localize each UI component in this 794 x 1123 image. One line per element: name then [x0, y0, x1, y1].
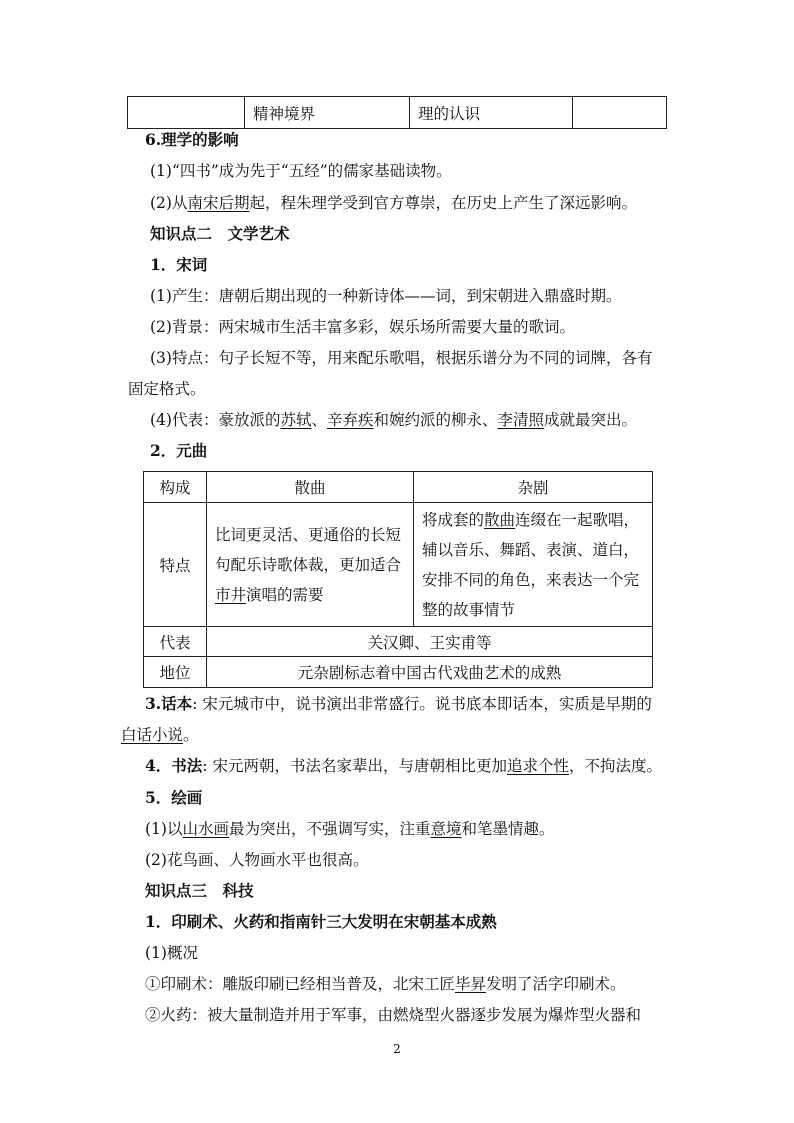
songci-p3b: 固定格式。 — [128, 380, 206, 398]
underlined-term: 山水画 — [182, 820, 229, 838]
text: : 宋元城市中，说书演出非常盛行。说书底本即话本，实质是早期的 — [192, 695, 652, 713]
table-cell-zaju — [414, 503, 653, 627]
huihua-line-2: (2)花鸟画、人物画水平也很高。 — [145, 851, 369, 869]
top-table — [127, 96, 667, 129]
keji-line-2: ②火药：被大量制造并用于军事，由燃烧型火器逐步发展为爆炸型火器和 — [145, 1006, 642, 1024]
table-header-cell: 构成 — [144, 472, 207, 503]
text: : 宋元两朝，书法名家辈出，与唐朝相比更加 — [202, 757, 507, 775]
knowledge-point-3-title: 知识点三 科技 — [145, 881, 254, 900]
underlined-term: 李清照 — [497, 411, 545, 429]
underlined-term: 白话小说 — [121, 726, 184, 744]
underlined-term: 市井 — [215, 585, 247, 604]
table-row-label: 特点 — [144, 503, 207, 627]
text: (1)以 — [145, 820, 183, 838]
s6-line-2 — [150, 193, 637, 213]
underlined-term: 毕昇 — [455, 975, 487, 993]
page-number: 2 — [393, 1042, 401, 1056]
text: 演唱的需要 — [246, 585, 324, 604]
keji-line-1 — [145, 974, 626, 994]
songci-p4 — [150, 410, 637, 430]
cell-line — [215, 580, 405, 610]
shufa-line — [145, 756, 662, 776]
text: 和婉约派的柳永、 — [373, 411, 498, 429]
huihua-title: 5．绘画 — [145, 788, 203, 807]
text: (2)从 — [150, 194, 188, 212]
cell-line: 比词更灵活、更通俗的长短 — [215, 525, 402, 544]
underlined-term: 散曲 — [484, 510, 516, 529]
text: 将成套的 — [422, 510, 485, 529]
table-cell: 元杂剧标志着中国古代戏曲艺术的成熟 — [207, 657, 653, 688]
top-table-cell: 精神境界 — [245, 97, 410, 129]
cell-line: 句配乐诗歌体裁，更加适合 — [215, 555, 402, 574]
section-6-title: 6.理学的影响 — [145, 130, 239, 149]
table-header-cell: 杂剧 — [414, 472, 653, 503]
text: 和笔墨情趣。 — [461, 820, 555, 838]
table-row-label: 代表 — [144, 627, 207, 657]
huihua-line-1 — [145, 819, 555, 839]
songci-title: 1．宋词 — [150, 255, 208, 274]
top-table-cell — [573, 97, 667, 129]
text: 成就最突出。 — [544, 411, 638, 429]
underlined-term: 辛弃疾 — [327, 411, 374, 429]
text: 。 — [183, 726, 199, 744]
huaben-line-1 — [145, 694, 652, 714]
keji-title: 1．印刷术、火药和指南针三大发明在宋朝基本成熟 — [145, 912, 497, 931]
yuanqu-table — [143, 471, 653, 688]
text: 起，程朱理学受到官方尊崇，在历史上产生了深远影响。 — [249, 194, 637, 212]
shufa-title: 4．书法 — [145, 756, 203, 775]
knowledge-point-2-title: 知识点二 文学艺术 — [150, 224, 290, 243]
cell-line — [422, 505, 644, 535]
table-cell-sanqu — [207, 503, 414, 627]
underlined-term: 南宋后期 — [187, 194, 250, 212]
cell-line: 安排不同的角色，来表达一个完 — [422, 570, 640, 589]
s6-line-1: (1)“四书”成为先于“五经”的儒家基础读物。 — [150, 162, 452, 180]
huaben-title: 3.话本 — [145, 694, 193, 713]
table-row-label: 地位 — [144, 657, 207, 688]
text: 连缀在一起歌唱， — [515, 510, 640, 529]
text: 、 — [311, 411, 327, 429]
songci-p2: (2)背景：两宋城市生活丰富多彩，娱乐场所需要大量的歌词。 — [150, 318, 575, 336]
cell-line: 整的故事情节 — [422, 600, 516, 619]
songci-p1: (1)产生：唐朝后期出现的一种新诗体——词，到宋朝进入鼎盛时期。 — [150, 287, 622, 305]
underlined-term: 意境 — [430, 820, 462, 838]
text: ①印刷术：雕版印刷已经相当普及，北宋工匠 — [145, 975, 456, 993]
songci-p3a: (3)特点：句子长短不等，用来配乐歌唱，根据乐谱分为不同的词牌，各有 — [150, 349, 653, 367]
top-table-cell — [128, 97, 245, 129]
cell-line: 辅以音乐、舞蹈、表演、道白， — [422, 540, 640, 559]
huaben-line-2 — [121, 725, 199, 745]
text: ，不拘法度。 — [568, 757, 662, 775]
table-cell: 关汉卿、王实甫等 — [207, 627, 653, 657]
underlined-term: 追求个性 — [506, 757, 569, 775]
text: 最为突出，不强调写实，注重 — [228, 820, 431, 838]
top-table-cell: 理的认识 — [410, 97, 573, 129]
underlined-term: 苏轼 — [280, 411, 312, 429]
text: 发明了活字印刷术。 — [486, 975, 626, 993]
text: (4)代表：豪放派的 — [150, 411, 281, 429]
table-header-cell: 散曲 — [207, 472, 414, 503]
keji-sub: (1)概况 — [145, 944, 198, 962]
yuanqu-title: 2．元曲 — [150, 441, 208, 460]
